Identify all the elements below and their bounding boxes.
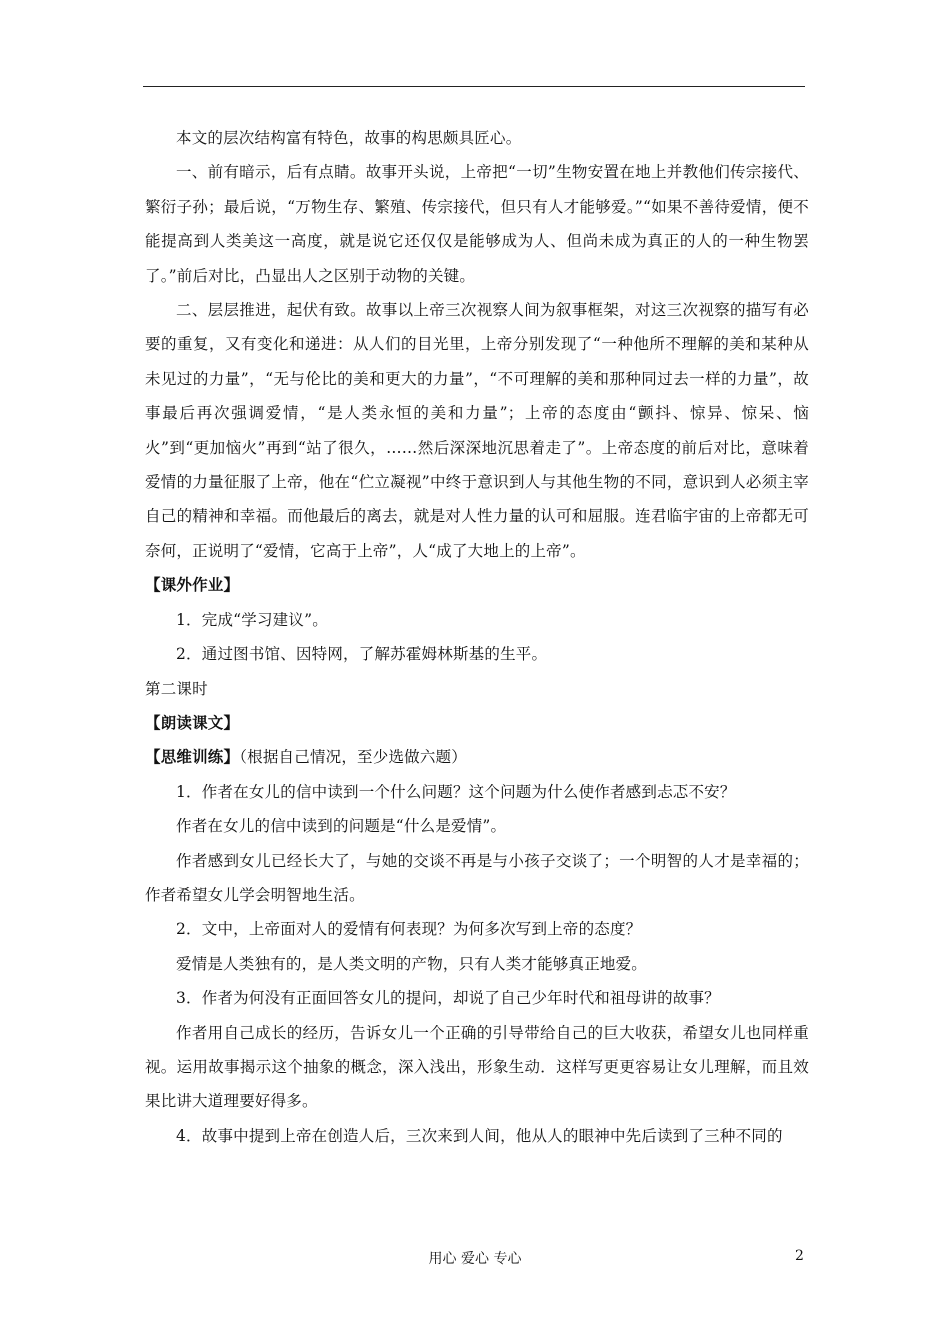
question-4: 4．故事中提到上帝在创造人后，三次来到人间，他从人的眼神中先后读到了三种不同的: [176, 1126, 783, 1145]
paragraph-point-two: 二、层层推进，起伏有致。故事以上帝三次视察人间为叙事框架，对这三次视察的描写有必要的重复，又有变化和递进：从人们的目光里，上帝分别发现了“一种他所不理解的美和某种从未见过的力量”，“无与伦比的美和更大的力量”，“不可理解的美和那种同过去一样的力量”，故事最后再次强调爱情，“是人类永恒的美和力量”；上帝的态度由“颤抖、惊异、惊呆、恼火”到“更加恼火”再到“站了很久，……然后深深地沉思着走了”。上帝态度的前后对比，意味着爱情的力量征服了上帝，他在“伫立凝视”中终于意识到人与其他生物的不同，意识到人必须主宰自己的精神和幸福。而他最后的离去，就是对人性力量的认可和屈服。连君临宇宙的上帝都无可奈何，正说明了“爱情，它高于上帝”，人“成了大地上的上帝”。: [145, 301, 809, 560]
answer-1a: 作者在女儿的信中读到的问题是“什么是爱情”。: [176, 817, 507, 836]
question-2: 2．文中，上帝面对人的爱情有何表现？为何多次写到上帝的态度？: [176, 920, 642, 939]
lesson-two-title: 第二课时: [145, 679, 208, 698]
footer-motto: 用心 爱心 专心: [428, 1251, 522, 1267]
answer-2: 爱情是人类独有的，是人类文明的产物，只有人类才能够真正地爱。: [176, 954, 648, 973]
page-number: 2: [795, 1248, 804, 1264]
homework-item-2: 2．通过图书馆、因特网，了解苏霍姆林斯基的生平。: [176, 645, 548, 664]
document-body: [145, 121, 809, 1153]
paragraph-point-one: 一、前有暗示，后有点睛。故事开头说，上帝把“一切”生物安置在地上并教他们传宗接代、繁衍子孙；最后说，“万物生存、繁殖、传宗接代，但只有人才能够爱。”“如果不善待爱情，便不能提高到人类美这一高度，就是说它还仅仅是能够成为人、但尚未成为真正的人的一种生物罢了。”前后对比，凸显出人之区别于动物的关键。: [145, 163, 809, 285]
heading-homework: 【课外作业】: [145, 575, 240, 595]
question-1: 1．作者在女儿的信中读到一个什么问题？这个问题为什么使作者感到忐忑不安？: [176, 782, 736, 801]
heading-thinking-training: [145, 740, 809, 774]
homework-item-1: 1．完成“学习建议”。: [176, 610, 328, 629]
answer-1b: 作者感到女儿已经长大了，与她的交谈不再是与小孩子交谈了；一个明智的人才是幸福的；作者希望女儿学会明智地生活。: [145, 851, 809, 904]
header-rule: [143, 86, 805, 87]
heading-thinking-label: 【思维训练】: [145, 747, 240, 767]
paragraph-intro: 本文的层次结构富有特色，故事的构思颇具匠心。: [176, 129, 522, 147]
heading-thinking-note: （根据自己情况，至少选做六题）: [239, 748, 467, 767]
heading-read-aloud: 【朗读课文】: [145, 712, 240, 732]
question-3: 3．作者为何没有正面回答女儿的提问，却说了自己少年时代和祖母讲的故事？: [176, 989, 720, 1008]
answer-3: 作者用自己成长的经历，告诉女儿一个正确的引导带给自己的巨大收获，希望女儿也同样重视。运用故事揭示这个抽象的概念，深入浅出，形象生动．这样写更更容易让女儿理解，而且效果比讲大道理要好得多。: [145, 1023, 809, 1111]
